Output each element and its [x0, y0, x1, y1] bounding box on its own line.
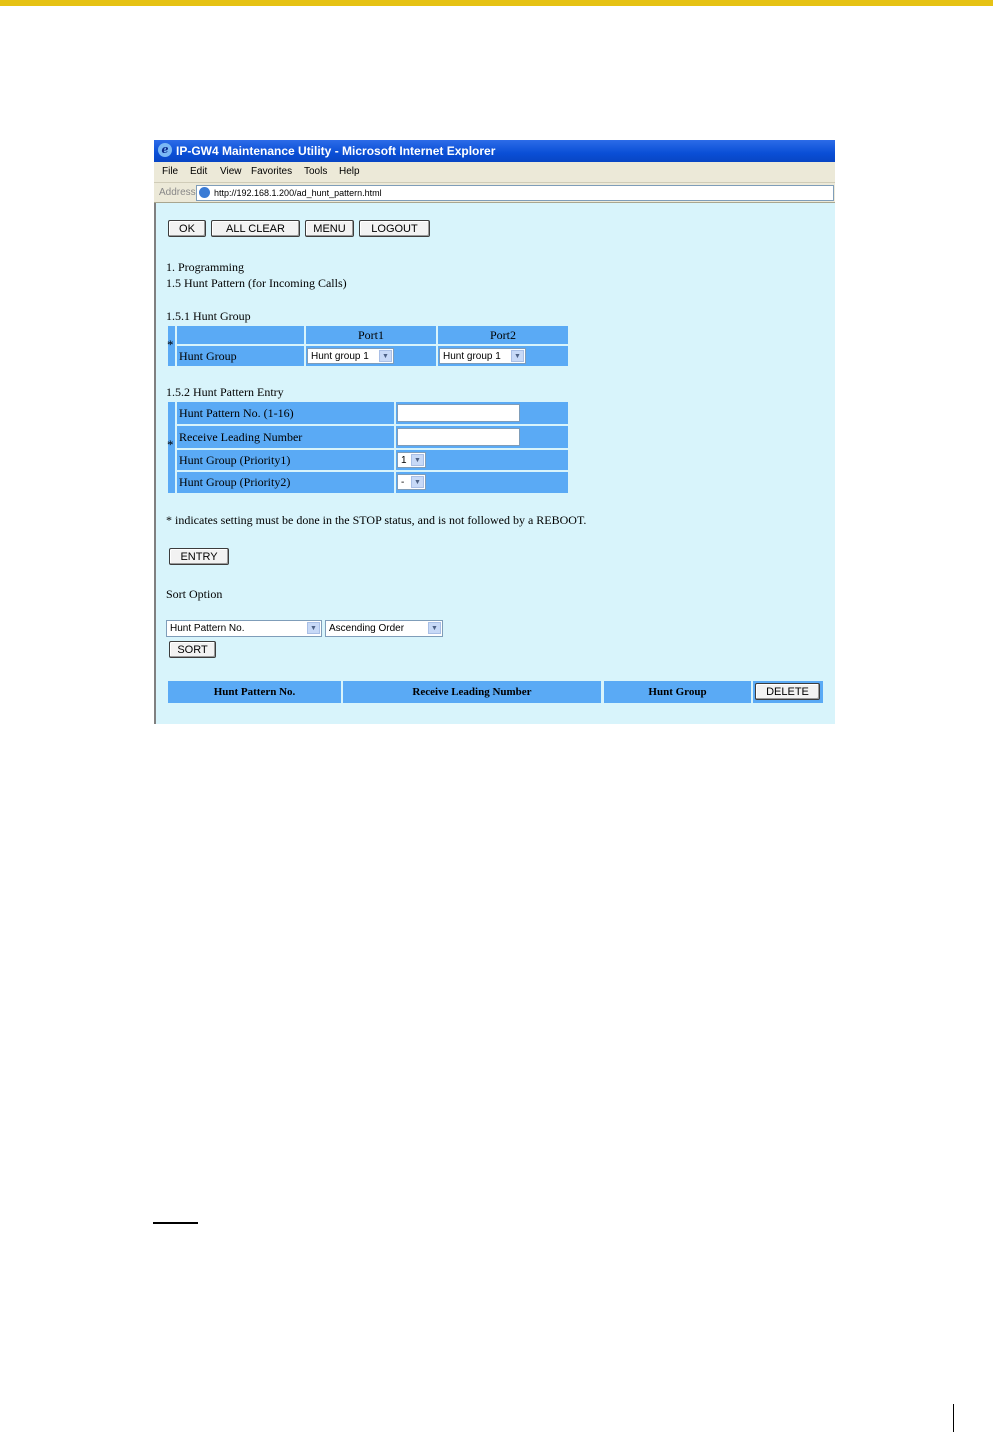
menu-button[interactable]: MENU [305, 220, 354, 237]
ie-logo-icon: e [158, 143, 172, 157]
hunt-group-col-port1: Port1 [306, 326, 436, 344]
priority2-select[interactable] [397, 474, 426, 490]
hunt-group-header-blank [177, 326, 304, 344]
logout-button[interactable]: LOGOUT [359, 220, 430, 237]
hunt-group-row-label: Hunt Group [177, 346, 304, 366]
menu-tools[interactable]: Tools [304, 166, 328, 177]
sort-field-select[interactable] [166, 620, 322, 637]
sort-order-select[interactable] [325, 620, 443, 637]
chevron-down-icon: ▼ [428, 622, 441, 634]
entry-button[interactable]: ENTRY [169, 548, 229, 565]
priority1-label: Hunt Group (Priority1) [177, 450, 394, 470]
results-col-pattern-no: Hunt Pattern No. [168, 681, 341, 703]
port2-hunt-group-value: Hunt group 1 [443, 351, 501, 362]
pattern-no-label: Hunt Pattern No. (1-16) [177, 402, 394, 424]
hunt-group-col-port2: Port2 [438, 326, 568, 344]
window-title: IP-GW4 Maintenance Utility - Microsoft Internet Explorer [176, 144, 496, 158]
page-top-accent-bar [0, 0, 993, 6]
pattern-no-input[interactable] [397, 404, 520, 422]
menu-view[interactable]: View [220, 166, 242, 177]
priority1-select[interactable] [397, 452, 426, 468]
page-edge-marker [953, 1404, 954, 1432]
menu-favorites[interactable]: Favorites [251, 166, 293, 177]
hunt-group-asterisk: * [167, 337, 174, 352]
page-icon [199, 187, 210, 198]
address-label: Address [159, 187, 196, 198]
chevron-down-icon: ▼ [411, 454, 424, 466]
chevron-down-icon: ▼ [511, 350, 524, 362]
chevron-down-icon: ▼ [411, 476, 424, 488]
chevron-down-icon: ▼ [307, 622, 320, 634]
breadcrumb-programming: 1. Programming [166, 260, 244, 274]
note-heading-underline [153, 1222, 198, 1224]
sort-order-value: Ascending Order [329, 623, 405, 634]
port2-hunt-group-select[interactable] [439, 348, 526, 364]
priority2-value: - [401, 477, 405, 488]
footnote: * indicates setting must be done in the STOP status, and is not followed by a REBOOT. [166, 513, 587, 527]
chevron-down-icon: ▼ [379, 350, 392, 362]
browser-window [154, 140, 835, 724]
hunt-group-heading: 1.5.1 Hunt Group [166, 309, 251, 323]
results-col-hunt-group: Hunt Group [604, 681, 751, 703]
entry-asterisk: * [167, 437, 174, 452]
leading-number-input[interactable] [397, 428, 520, 446]
all-clear-button[interactable]: ALL CLEAR [211, 220, 300, 237]
sort-button[interactable]: SORT [169, 641, 216, 658]
leading-number-label: Receive Leading Number [177, 426, 394, 448]
breadcrumb-hunt-pattern: 1.5 Hunt Pattern (for Incoming Calls) [166, 276, 347, 290]
sort-option-label: Sort Option [166, 587, 223, 601]
menu-file[interactable]: File [162, 166, 179, 177]
address-input[interactable] [196, 185, 834, 201]
menu-help[interactable]: Help [339, 166, 360, 177]
window-titlebar [154, 140, 835, 162]
delete-button[interactable]: DELETE [755, 683, 820, 700]
menu-edit[interactable]: Edit [190, 166, 208, 177]
port1-hunt-group-select[interactable] [307, 348, 394, 364]
priority1-value: 1 [401, 455, 407, 466]
results-col-leading-number: Receive Leading Number [343, 681, 601, 703]
page-content [154, 203, 835, 724]
ok-button[interactable]: OK [168, 220, 206, 237]
port1-hunt-group-value: Hunt group 1 [311, 351, 369, 362]
entry-heading: 1.5.2 Hunt Pattern Entry [166, 385, 284, 399]
priority2-label: Hunt Group (Priority2) [177, 472, 394, 493]
menu-bar [154, 162, 835, 183]
address-bar [154, 183, 835, 203]
address-url: http://192.168.1.200/ad_hunt_pattern.html [214, 188, 382, 198]
sort-field-value: Hunt Pattern No. [170, 623, 245, 634]
